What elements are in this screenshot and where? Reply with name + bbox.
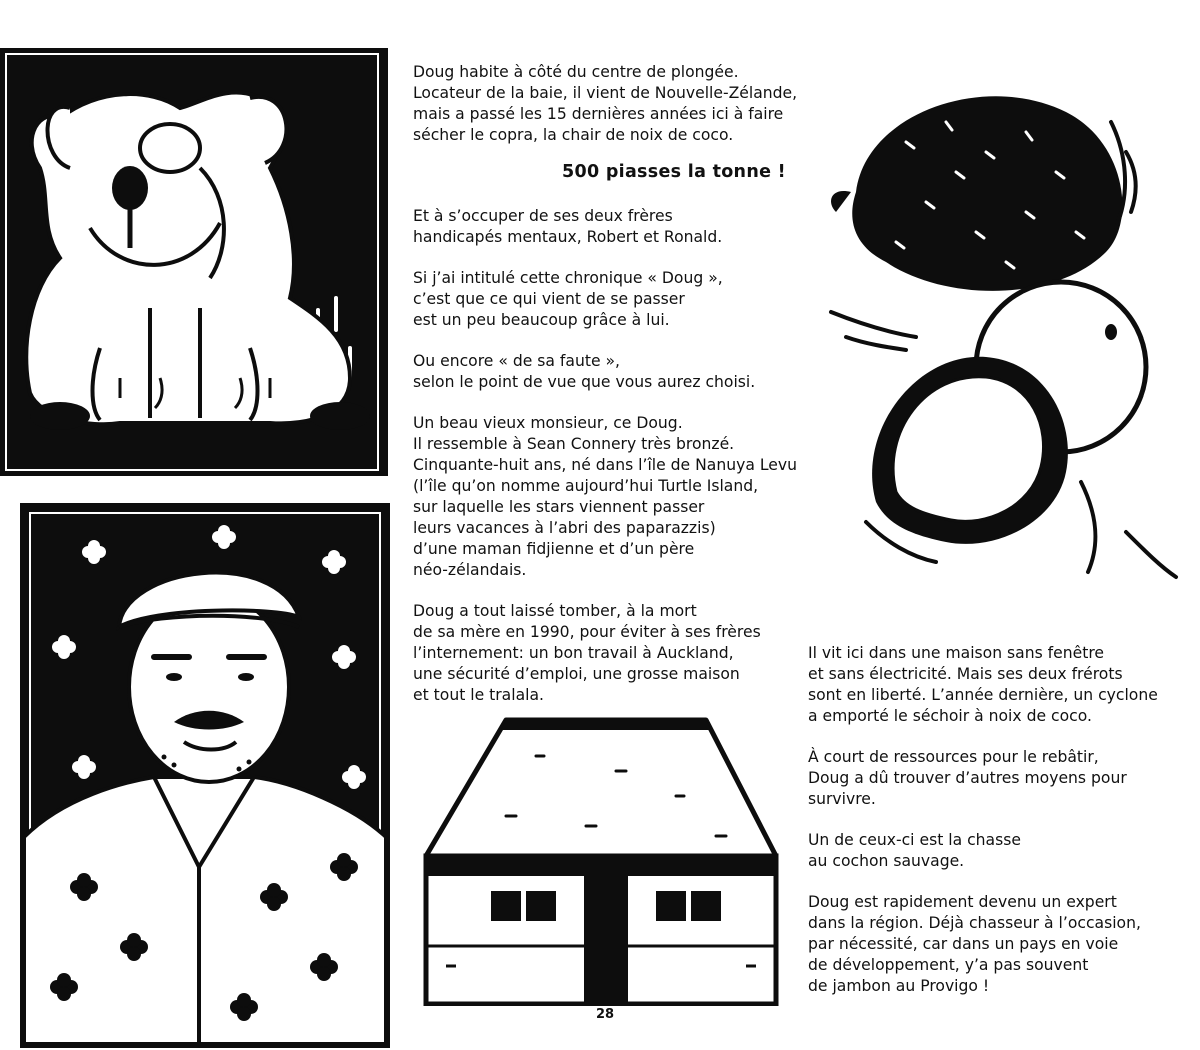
coconut-illustration bbox=[826, 62, 1186, 592]
dog-illustration bbox=[0, 48, 388, 476]
right-column-text bbox=[808, 643, 1193, 997]
paragraph-depart: Doug a tout laissé tomber, à la mort de sa mère en 1990, pour éviter à ses frères l’internement: un bon travail à Auckland, une sécurité d’emploi, une grosse maison et tout le tralala. bbox=[413, 602, 761, 704]
left-column-text-continued bbox=[413, 206, 803, 706]
paragraph-expert: Doug est rapidement devenu un expert dans la région. Déjà chasseur à l’occasion, par nécessité, car dans un pays en voie de développement, y’a pas souvent de jambon au Provigo ! bbox=[808, 893, 1141, 995]
doug-portrait-illustration bbox=[20, 503, 390, 1048]
paragraph-faute: Ou encore « de sa faute », selon le point de vue que vous aurez choisi. bbox=[413, 352, 756, 391]
headline: 500 piasses la tonne ! bbox=[562, 162, 786, 182]
paragraph-portrait: Un beau vieux monsieur, ce Doug. Il ressemble à Sean Connery très bronzé. Cinquante-huit ans, né dans l’île de Nanuya Levu (l’île qu’on nomme aujourd’hui Turtle Island, sur laquelle les stars viennent passer leurs vacances à l’abri des paparazzis) d’une maman fidjienne et d’un père néo-zélandais. bbox=[413, 414, 797, 579]
house-illustration bbox=[416, 716, 786, 1006]
left-column-text bbox=[413, 62, 803, 146]
paragraph-chasse: Un de ceux-ci est la chasse au cochon sauvage. bbox=[808, 831, 1021, 870]
page-number: 28 bbox=[596, 1007, 615, 1022]
paragraph-intro: Doug habite à côté du centre de plongée. Locateur de la baie, il vient de Nouvelle-Zélande, mais a passé les 15 dernières années ici à faire sécher le copra, la chair de noix de coco. bbox=[413, 63, 798, 144]
paragraph-ressources: À court de ressources pour le rebâtir, Doug a dû trouver d’autres moyens pour survivre. bbox=[808, 748, 1127, 808]
paragraph-maison: Il vit ici dans une maison sans fenêtre et sans électricité. Mais ses deux frérots sont en liberté. L’année dernière, un cyclone a emporté le séchoir à noix de coco. bbox=[808, 644, 1158, 725]
paragraph-chronique: Si j’ai intitulé cette chronique « Doug », c’est que ce qui vient de se passer est un peu beaucoup grâce à lui. bbox=[413, 269, 723, 329]
paragraph-freres: Et à s’occuper de ses deux frères handicapés mentaux, Robert et Ronald. bbox=[413, 207, 723, 246]
